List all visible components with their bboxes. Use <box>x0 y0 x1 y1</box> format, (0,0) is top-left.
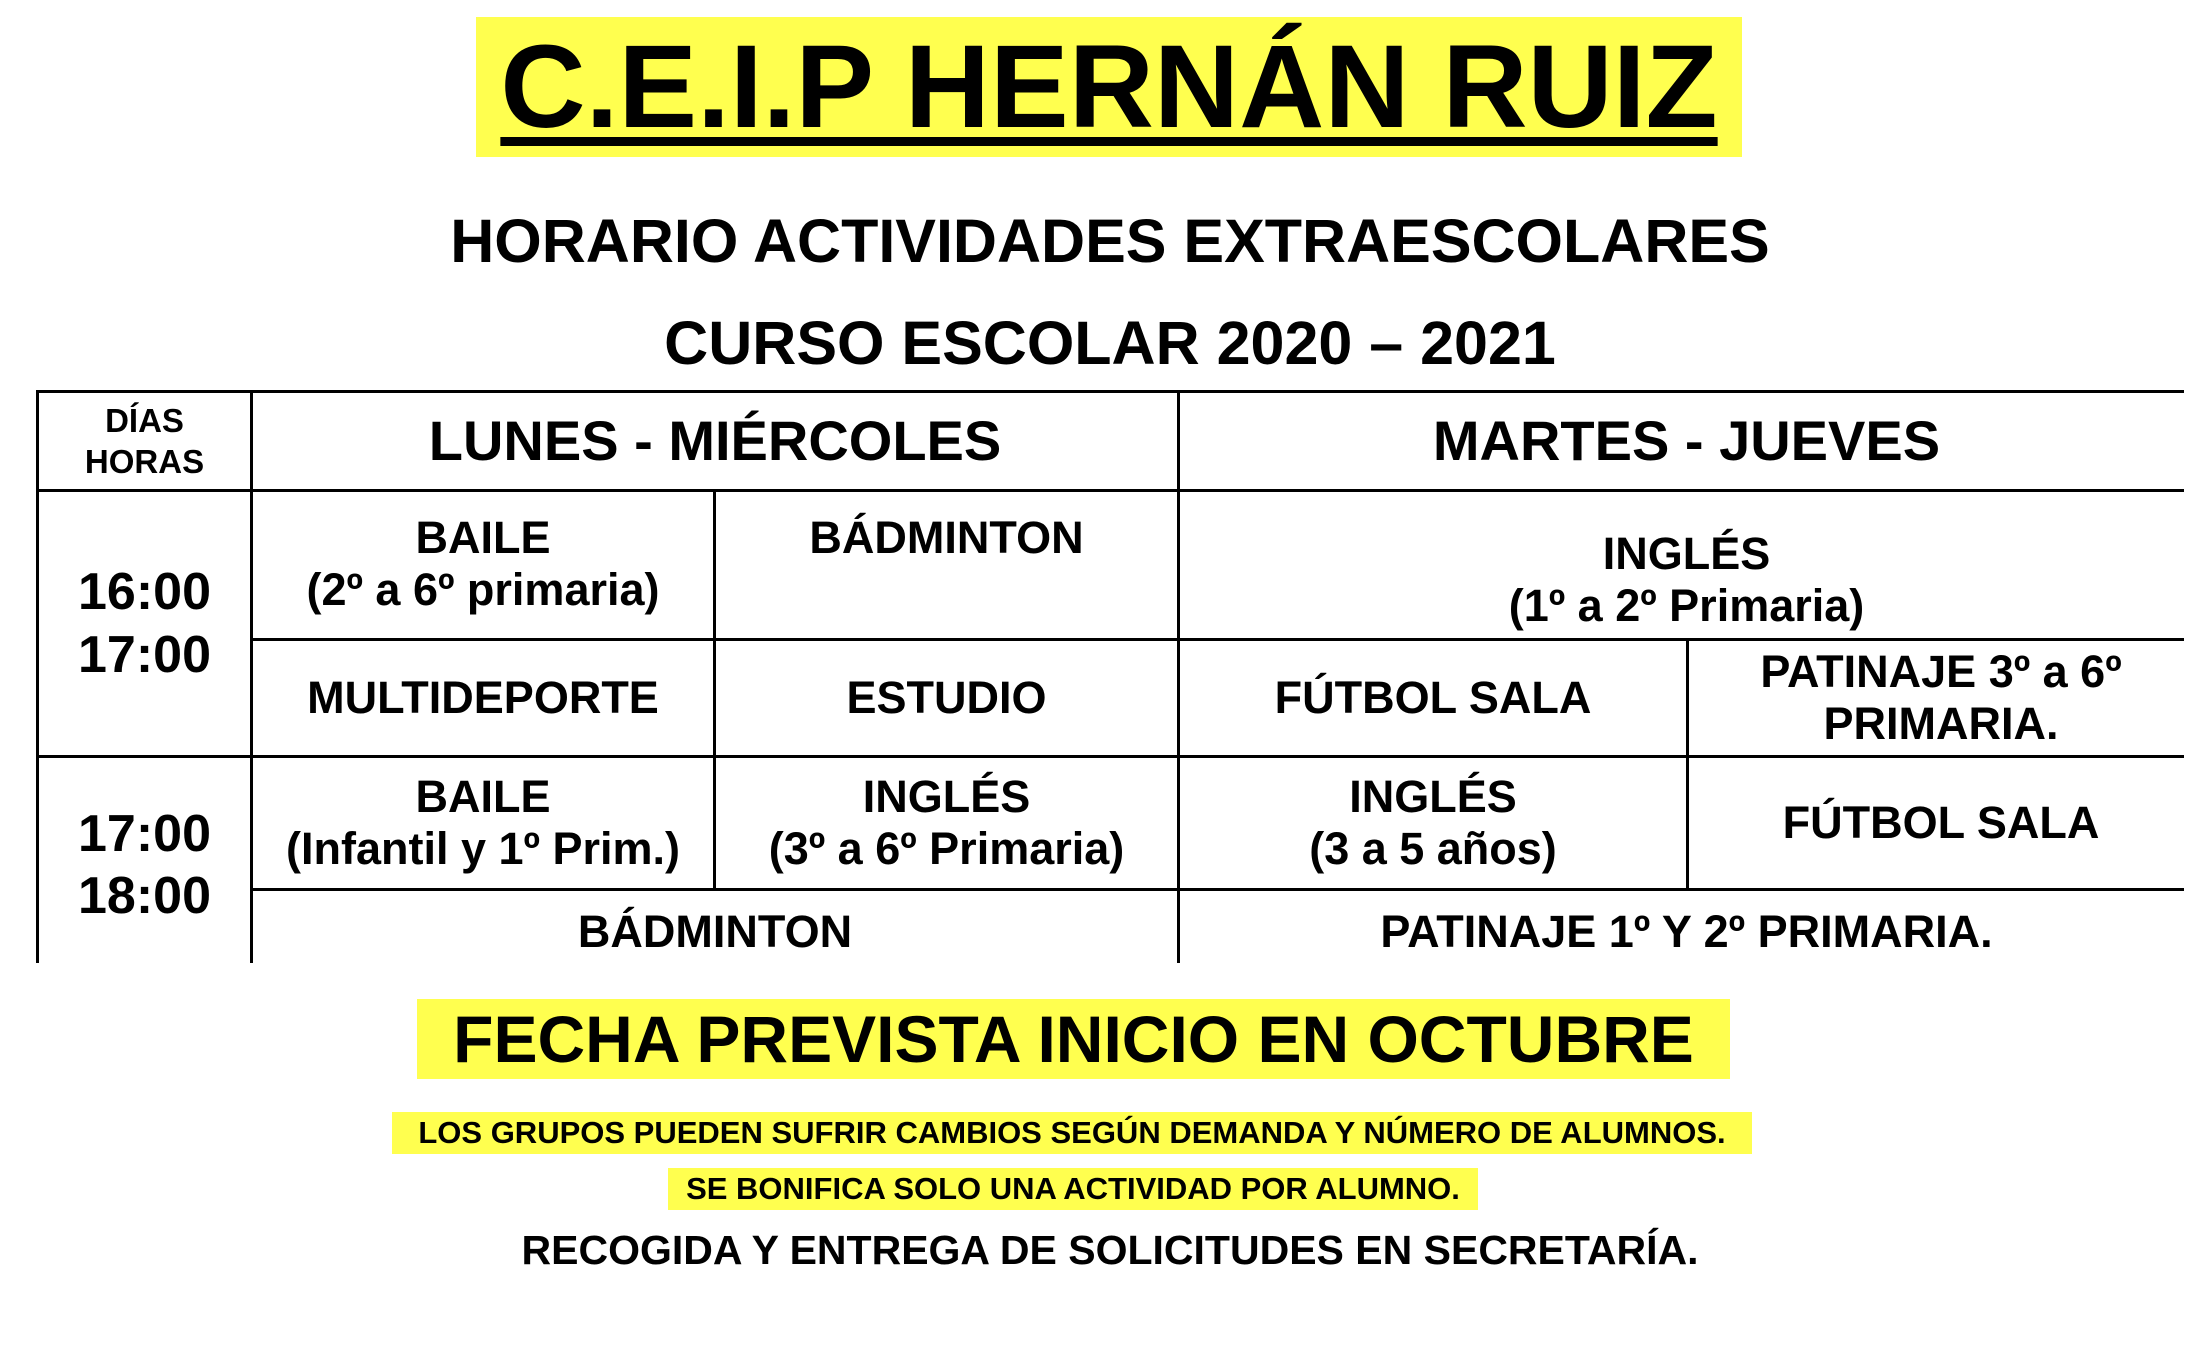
activity-cell <box>1180 758 1686 888</box>
schedule-table <box>36 390 2184 963</box>
corner-hours-label: HORAS <box>84 443 205 480</box>
activity-name: INGLÉS <box>1602 528 1771 580</box>
activity-cell <box>253 492 713 638</box>
activity-cell <box>716 758 1177 888</box>
activity-name: INGLÉS <box>1349 771 1517 823</box>
activity-group: (1º a 2º Primaria) <box>1508 580 1865 631</box>
groups-change-note: LOS GRUPOS PUEDEN SUFRIR CAMBIOS SEGÚN DEMANDA Y NÚMERO DE ALUMNOS. <box>392 1112 1752 1154</box>
time-slot-16-17 <box>39 492 250 755</box>
activity-cell <box>253 758 713 888</box>
activity-group: (Infantil y 1º Prim.) <box>286 823 680 874</box>
activity-cell: PATINAJE 1º Y 2º PRIMARIA. <box>1180 891 2193 972</box>
activity-cell <box>1689 641 2193 755</box>
activity-name: PATINAJE 3º a 6º <box>1760 646 2122 698</box>
schedule-title: HORARIO ACTIVIDADES EXTRAESCOLARES <box>450 207 1770 275</box>
activity-name: BAILE <box>415 512 551 563</box>
corner-header <box>39 393 250 489</box>
activity-cell: MULTIDEPORTE <box>253 641 713 755</box>
activity-group: (2º a 6º primaria) <box>306 563 660 615</box>
activity-group: (3 a 5 años) <box>1309 823 1557 874</box>
activity-cell: FÚTBOL SALA <box>1689 758 2193 888</box>
applications-note: RECOGIDA Y ENTREGA DE SOLICITUDES EN SECRETARÍA. <box>521 1226 1699 1273</box>
school-title <box>476 17 1742 157</box>
activity-cell: BÁDMINTON <box>253 891 1177 972</box>
bonus-note: SE BONIFICA SOLO UNA ACTIVIDAD POR ALUMNO. <box>668 1168 1478 1210</box>
activity-group: PRIMARIA. <box>1823 698 2059 749</box>
time-end: 17:00 <box>78 625 211 684</box>
activity-cell: FÚTBOL SALA <box>1180 641 1686 755</box>
day-header-monday-wednesday: LUNES - MIÉRCOLES <box>253 393 1177 489</box>
day-header-tuesday-thursday: MARTES - JUEVES <box>1180 393 2193 489</box>
activity-group: (3º a 6º Primaria) <box>768 823 1125 874</box>
activity-name: INGLÉS <box>862 771 1031 823</box>
activity-cell <box>1180 492 2193 638</box>
time-slot-17-18 <box>39 758 250 972</box>
school-title-text: C.E.I.P HERNÁN RUIZ <box>500 21 1718 153</box>
corner-days-label: DÍAS <box>105 401 184 439</box>
activity-cell: ESTUDIO <box>716 641 1177 755</box>
school-year: CURSO ESCOLAR 2020 – 2021 <box>664 309 1556 377</box>
time-start: 16:00 <box>78 563 211 622</box>
time-start: 17:00 <box>78 804 211 863</box>
start-date-banner: FECHA PREVISTA INICIO EN OCTUBRE <box>417 999 1730 1079</box>
activity-name: BAILE <box>415 771 551 823</box>
time-end: 18:00 <box>78 867 211 925</box>
activity-cell <box>716 492 1177 638</box>
activity-name: BÁDMINTON <box>809 512 1084 563</box>
